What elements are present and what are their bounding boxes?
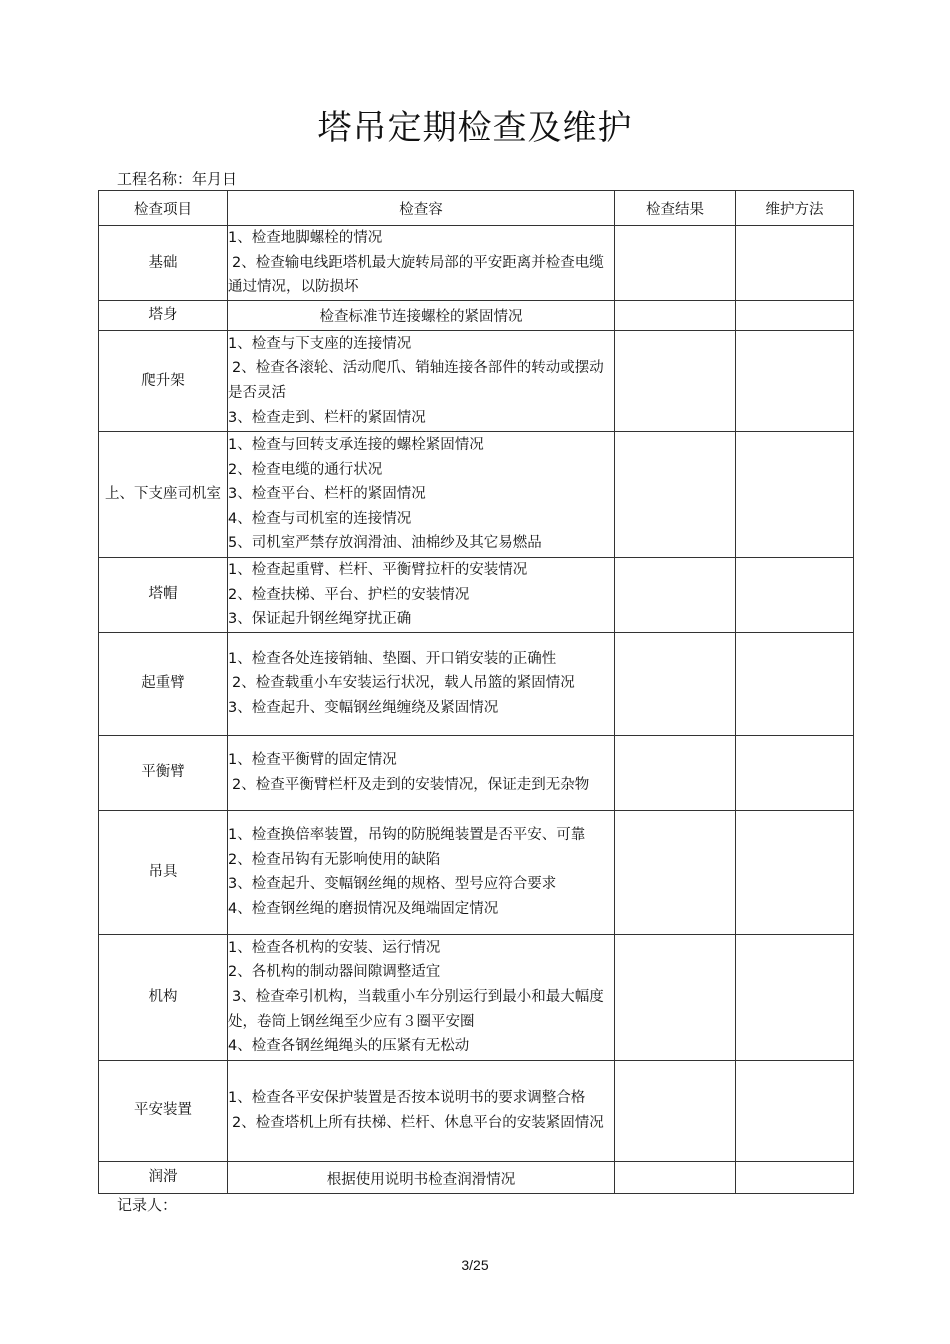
maintenance-method-cell[interactable] — [736, 810, 854, 934]
check-content — [228, 1161, 615, 1193]
check-result-cell[interactable] — [615, 1161, 736, 1193]
check-result-cell[interactable] — [615, 1060, 736, 1161]
table-row — [99, 558, 854, 633]
check-content — [228, 1060, 615, 1161]
check-content-line: 1、检查地脚螺栓的情况 — [228, 230, 383, 247]
table-body — [99, 226, 854, 1194]
check-content — [228, 226, 615, 301]
maintenance-method-cell[interactable] — [736, 432, 854, 558]
check-content-line: 1、检查换倍率装置，吊钩的防脱绳装置是否平安、可靠 — [228, 827, 586, 844]
check-content-line: 2、检查输电线距塔机最大旋转局部的平安距离并检查电缆通过情况，以防损坏 — [228, 254, 604, 296]
check-result-cell[interactable] — [615, 301, 736, 331]
check-content-line: 2、各机构的制动器间隙调整适宜 — [228, 964, 441, 981]
check-content — [228, 632, 615, 735]
check-content — [228, 558, 615, 633]
maintenance-method-cell[interactable] — [736, 632, 854, 735]
check-content-line: 4、检查与司机室的连接情况 — [228, 510, 412, 527]
check-content-line: 2、检查扶梯、平台、护栏的安装情况 — [228, 586, 470, 603]
table-row — [99, 1161, 854, 1193]
table-row — [99, 632, 854, 735]
check-item-name: 平安装置 — [99, 1060, 228, 1161]
check-content-line: 2、检查载重小车安装运行状况，载人吊篮的紧固情况 — [232, 675, 575, 692]
check-content — [228, 432, 615, 558]
check-result-cell[interactable] — [615, 810, 736, 934]
recorder-label: 记录人： — [117, 1196, 178, 1214]
check-content-line: 2、检查吊钩有无影响使用的缺陷 — [228, 851, 441, 868]
table-row — [99, 1060, 854, 1161]
check-result-cell[interactable] — [615, 226, 736, 301]
check-result-cell[interactable] — [615, 934, 736, 1060]
header-method: 维护方法 — [736, 191, 854, 226]
check-content — [228, 934, 615, 1060]
table-row — [99, 432, 854, 558]
check-result-cell[interactable] — [615, 632, 736, 735]
header-item: 检查项目 — [99, 191, 228, 226]
check-content-line: 3、检查平台、栏杆的紧固情况 — [228, 486, 426, 503]
check-content — [228, 331, 615, 432]
maintenance-method-cell[interactable] — [736, 558, 854, 633]
maintenance-method-cell[interactable] — [736, 735, 854, 810]
check-content-line: 1、检查平衡臂的固定情况 — [228, 752, 397, 769]
check-item-name: 上、下支座司机室 — [99, 432, 228, 558]
header-content: 检查容 — [228, 191, 615, 226]
check-item-name: 起重臂 — [99, 632, 228, 735]
header-result: 检查结果 — [615, 191, 736, 226]
check-content-line: 1、检查与下支座的连接情况 — [228, 335, 412, 352]
check-content-line: 检查标准节连接螺栓的紧固情况 — [319, 309, 523, 326]
check-content-line: 2、检查塔机上所有扶梯、栏杆、休息平台的安装紧固情况 — [232, 1114, 604, 1131]
table-row — [99, 331, 854, 432]
check-content-line: 1、检查与回转支承连接的螺栓紧固情况 — [228, 437, 484, 454]
check-result-cell[interactable] — [615, 558, 736, 633]
maintenance-method-cell[interactable] — [736, 1060, 854, 1161]
check-item-name: 平衡臂 — [99, 735, 228, 810]
check-content — [228, 810, 615, 934]
check-content-line: 1、检查各机构的安装、运行情况 — [228, 939, 441, 956]
page-number: 3/25 — [461, 1257, 489, 1273]
project-name-line: 工程名称：年月日 — [117, 170, 238, 188]
check-result-cell[interactable] — [615, 331, 736, 432]
check-item-name: 吊具 — [99, 810, 228, 934]
check-item-name: 塔身 — [99, 301, 228, 331]
check-content-line: 5、司机室严禁存放润滑油、油棉纱及其它易燃品 — [228, 535, 542, 552]
check-item-name: 塔帽 — [99, 558, 228, 633]
table-row — [99, 301, 854, 331]
check-content-line: 4、检查各钢丝绳绳头的压紧有无松动 — [228, 1038, 470, 1055]
check-content-line: 1、检查起重臂、栏杆、平衡臂拉杆的安装情况 — [228, 562, 528, 578]
check-content-line: 3、检查起升、变幅钢丝绳缠绕及紧固情况 — [228, 700, 499, 717]
check-content-line: 1、检查各处连接销轴、垫圈、开口销安装的正确性 — [228, 650, 557, 667]
check-content — [228, 735, 615, 810]
maintenance-method-cell[interactable] — [736, 331, 854, 432]
document-title: 塔吊定期检查及维护 — [317, 108, 633, 148]
check-content-line: 1、检查各平安保护装置是否按本说明书的要求调整合格 — [228, 1090, 586, 1107]
maintenance-method-cell[interactable] — [736, 1161, 854, 1193]
check-content-line: 根据使用说明书检查润滑情况 — [326, 1172, 516, 1189]
check-item-name: 基础 — [99, 226, 228, 301]
table-row — [99, 735, 854, 810]
check-result-cell[interactable] — [615, 735, 736, 810]
check-content-line: 3、保证起升钢丝绳穿扰正确 — [228, 611, 412, 628]
check-content-line: 4、检查钢丝绳的磨损情况及绳端固定情况 — [228, 900, 499, 917]
check-content-line: 2、检查电缆的通行状况 — [228, 461, 383, 478]
check-content — [228, 301, 615, 331]
check-result-cell[interactable] — [615, 432, 736, 558]
check-item-name: 润滑 — [99, 1161, 228, 1193]
table-row — [99, 226, 854, 301]
check-content-line: 3、检查牵引机构，当载重小车分别运行到最小和最大幅度处，卷筒上钢丝绳至少应有３圈平安圈 — [228, 988, 604, 1030]
inspection-table — [98, 190, 854, 1194]
check-content-line: 3、检查起升、变幅钢丝绳的规格、型号应符合要求 — [228, 876, 557, 893]
table-header-row — [99, 191, 854, 226]
check-content-line: 3、检查走到、栏杆的紧固情况 — [228, 409, 426, 426]
maintenance-method-cell[interactable] — [736, 226, 854, 301]
table-row — [99, 810, 854, 934]
check-content-line: 2、检查平衡臂栏杆及走到的安装情况，保证走到无杂物 — [232, 776, 590, 793]
table-row — [99, 934, 854, 1060]
check-item-name: 机构 — [99, 934, 228, 1060]
maintenance-method-cell[interactable] — [736, 301, 854, 331]
check-item-name: 爬升架 — [99, 331, 228, 432]
maintenance-method-cell[interactable] — [736, 934, 854, 1060]
check-content-line: 2、检查各滚轮、活动爬爪、销轴连接各部件的转动或摆动是否灵活 — [228, 360, 604, 401]
